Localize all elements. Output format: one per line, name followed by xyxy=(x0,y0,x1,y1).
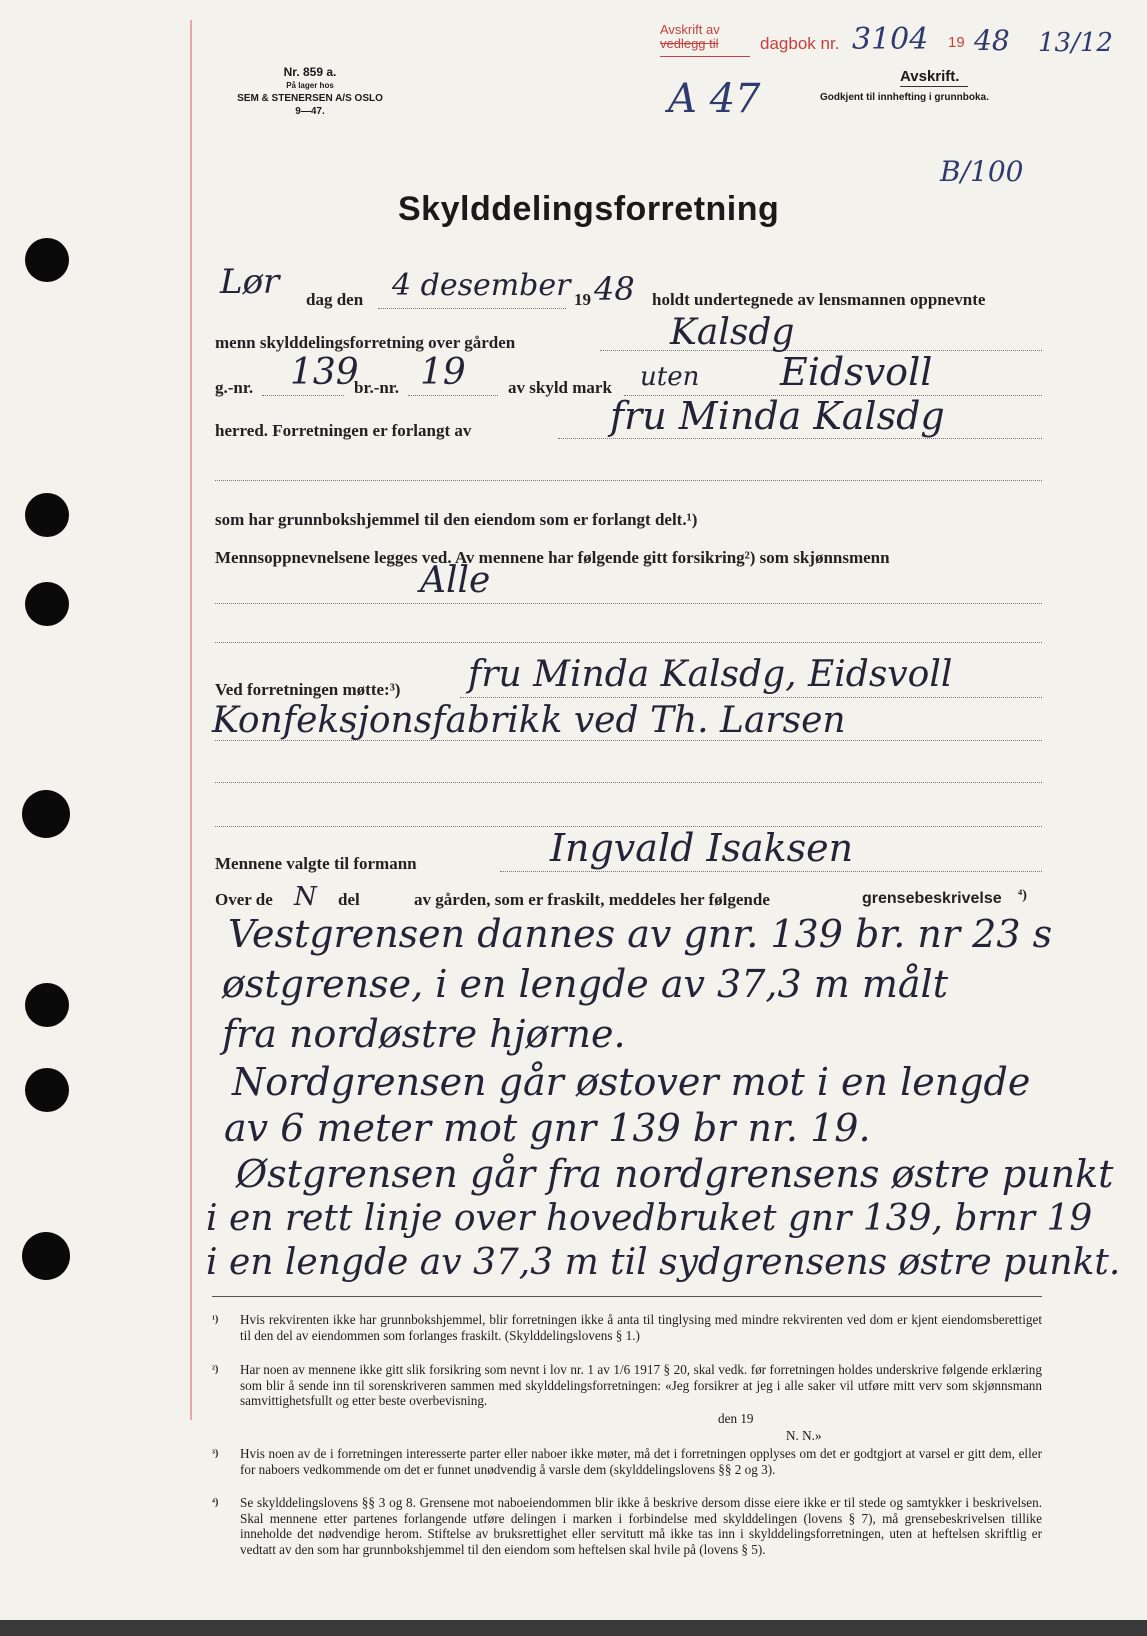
skyld-prefix-hand: uten xyxy=(640,362,700,392)
grense-bold: grensebeskrivelse xyxy=(862,890,1002,907)
avskrift-title: Avskrift. xyxy=(900,68,960,85)
footnote-mark: ³) xyxy=(212,1448,219,1459)
grense-sup: ⁴) xyxy=(1018,888,1027,903)
folio-mark: A 47 xyxy=(668,76,761,122)
punch-hole xyxy=(25,1068,69,1112)
stamp-avskrift-av: Avskrift av xyxy=(660,22,720,37)
mennsoppnevnelse-text: Mennsoppnevnelsene legges ved. Av mennene har følgende gitt forsikring²) som skjønnsmenn xyxy=(215,548,890,567)
requested-hand: fru Minda Kalsdg xyxy=(610,394,945,438)
corner-mark: B/100 xyxy=(940,155,1024,188)
dag-den-label: dag den xyxy=(306,290,364,309)
scan-bottom-edge xyxy=(0,1620,1147,1636)
red-margin-line xyxy=(190,20,192,1420)
stamp-vedlegg-til: vedlegg til xyxy=(660,36,719,51)
gnr-hand: 139 xyxy=(290,352,359,393)
motte-line xyxy=(460,697,1042,698)
description-line: østgrense, i en lengde av 37,3 m målt xyxy=(222,962,948,1006)
requested-line xyxy=(558,438,1042,439)
formann-line xyxy=(500,871,1042,872)
stamp-date-note: 13/12 xyxy=(1038,28,1113,58)
footnote-2 xyxy=(212,1362,1042,1409)
footnote-text: Hvis rekvirenten ikke har grunnbokshjemmel, blir forretningen ikke å anta til tinglysing med mindre rekvirenten ved dom er kjent eiendomsberettiget til den del av eiendommen som forlanges fraskilt. (Skylddelingslovens § 1.) xyxy=(240,1312,1042,1343)
description-line: i en rett linje over hovedbruket gnr 139, brnr 19 xyxy=(206,1198,1093,1239)
over-hand: N xyxy=(294,882,317,912)
over-de-label: Over de xyxy=(215,890,273,909)
punch-hole xyxy=(22,1232,70,1280)
skyld-label: av skyld mark xyxy=(508,378,612,397)
footnote-4 xyxy=(212,1495,1042,1557)
bnr-label: br.-nr. xyxy=(354,378,400,397)
forsikring-hand: Alle xyxy=(420,560,491,601)
grunnbok-text: som har grunnbokshjemmel til den eiendom som er forlangt delt.¹) xyxy=(215,510,698,529)
weekday-hand: Lør xyxy=(220,262,280,302)
printer-line1: På lager hos xyxy=(286,81,334,90)
over-rest-text: av gården, som er fraskilt, meddeles her følgende xyxy=(414,890,770,909)
printer-imprint xyxy=(220,66,400,118)
description-line: i en lengde av 37,3 m til sydgrensens østre punkt. xyxy=(206,1242,1121,1283)
blank-line xyxy=(215,740,1042,741)
footnote-signature: N. N.» xyxy=(786,1428,822,1443)
stamp-dagbok-label: dagbok nr. xyxy=(760,34,840,53)
gnr-line xyxy=(262,395,344,396)
del-label: del xyxy=(338,890,360,909)
formann-label: Mennene valgte til formann xyxy=(215,854,417,873)
footnote-text: Har noen av mennene ikke gitt slik forsikring som nevnt i lov nr. 1 av 1/6 1917 § 20, skal vedk. før forretningen holdes underskrive følgende erklæring som blir å sende inn til sorenskriveren sammen med skylddelingsforretningen: «Jeg forsikrer at jeg i alle saker vil utføre mitt verv som skjønnsmann samvittighetsfullt og etter beste overbevisning. xyxy=(240,1362,1042,1408)
description-line: fra nordøstre hjørne. xyxy=(222,1012,626,1056)
blank-line xyxy=(215,480,1042,481)
blank-line xyxy=(215,603,1042,604)
avskrift-underline xyxy=(900,86,968,87)
footnote-mark: ¹) xyxy=(212,1314,219,1325)
description-line: Nordgrensen går østover mot i en lengde xyxy=(232,1060,1031,1104)
description-line: av 6 meter mot gnr 139 br nr. 19. xyxy=(224,1106,871,1150)
motte-hand-line1: fru Minda Kalsdg, Eidsvoll xyxy=(468,654,953,695)
motte-hand-line2: Konfeksjonsfabrikk ved Th. Larsen xyxy=(212,700,846,741)
farm-hand: Kalsdg xyxy=(670,312,795,353)
printer-line2: SEM & STENERSEN A/S OSLO xyxy=(237,93,383,104)
herred-text: herred. Forretningen er forlangt av xyxy=(215,421,472,440)
bnr-hand: 19 xyxy=(420,352,466,393)
held-text: holdt undertegnede av lensmannen oppnevnte xyxy=(652,290,986,309)
year-prefix: 19 xyxy=(574,290,591,309)
punch-hole xyxy=(22,790,70,838)
punch-hole xyxy=(25,983,69,1027)
footnote-text: Hvis noen av de i forretningen interesserte parter eller naboer ikke møter, må det i forretningen opplyses om det er godtgjort at varsel er gitt dem, eller for naboers vedkommende om det er funnet unødvendig å varsle dem (skylddelingslovens §§ 2 og 3). xyxy=(240,1446,1042,1477)
stamp-underline xyxy=(660,56,750,57)
date-hand: 4 desember xyxy=(392,268,571,303)
blank-line xyxy=(215,642,1042,643)
punch-hole xyxy=(25,238,69,282)
stamp-year-prefix: 19 xyxy=(948,34,965,51)
footnote-divider xyxy=(212,1296,1042,1297)
description-line: Vestgrensen dannes av gnr. 139 br. nr 23 s xyxy=(228,912,1053,956)
page-title: Skylddelingsforretning xyxy=(398,190,780,228)
year-hand: 48 xyxy=(594,270,635,308)
description-line: Østgrensen går fra nordgrensens østre punkt xyxy=(236,1152,1114,1196)
bnr-line xyxy=(408,395,498,396)
footnote-text: Se skylddelingslovens §§ 3 og 8. Grensene mot naboeiendommen blir ikke å beskrive dersom disse eiere ikke er til stede og samtykker i beskrivelsen. Skal mennene etter partenes forlangende utføre delingen i marken i forbindelse med skylddelingen (lovens § 7), må grensebeskrivelsen tillike inneholde det nødvendige herom. Stiftelse av bruksrettighet eller servitutt må ikke tas inn i skylddelingsforretningen, uten at heftelsen skriftlig er vedtatt av den som har grunnbokshjemmel til den eiendom som heftelsen skal hvile på (lovens § 5). xyxy=(240,1495,1042,1557)
footnote-mark: ²) xyxy=(212,1364,219,1375)
skyld-value-hand: Eidsvoll xyxy=(780,350,933,394)
footnote-mark: ⁴) xyxy=(212,1497,219,1508)
footnote-3 xyxy=(212,1446,1042,1477)
form-number: Nr. 859 a. xyxy=(283,65,337,79)
printer-line3: 9—47. xyxy=(295,106,325,117)
motte-label: Ved forretningen møtte:³) xyxy=(215,680,401,699)
gnr-label: g.-nr. xyxy=(215,378,254,397)
avskrift-subtitle: Godkjent til innhefting i grunnboka. xyxy=(820,92,989,103)
blank-line xyxy=(215,782,1042,783)
footnote-date-line: den 19 xyxy=(718,1411,754,1426)
dagbok-number: 3104 xyxy=(852,22,929,57)
punch-hole xyxy=(25,493,69,537)
punch-hole xyxy=(25,582,69,626)
footnote-1 xyxy=(212,1312,1042,1343)
stamp-year-hand: 48 xyxy=(974,24,1010,57)
date-line xyxy=(378,308,566,309)
menn-text: menn skylddelingsforretning over gården xyxy=(215,333,516,352)
formann-hand: Ingvald Isaksen xyxy=(550,826,854,870)
